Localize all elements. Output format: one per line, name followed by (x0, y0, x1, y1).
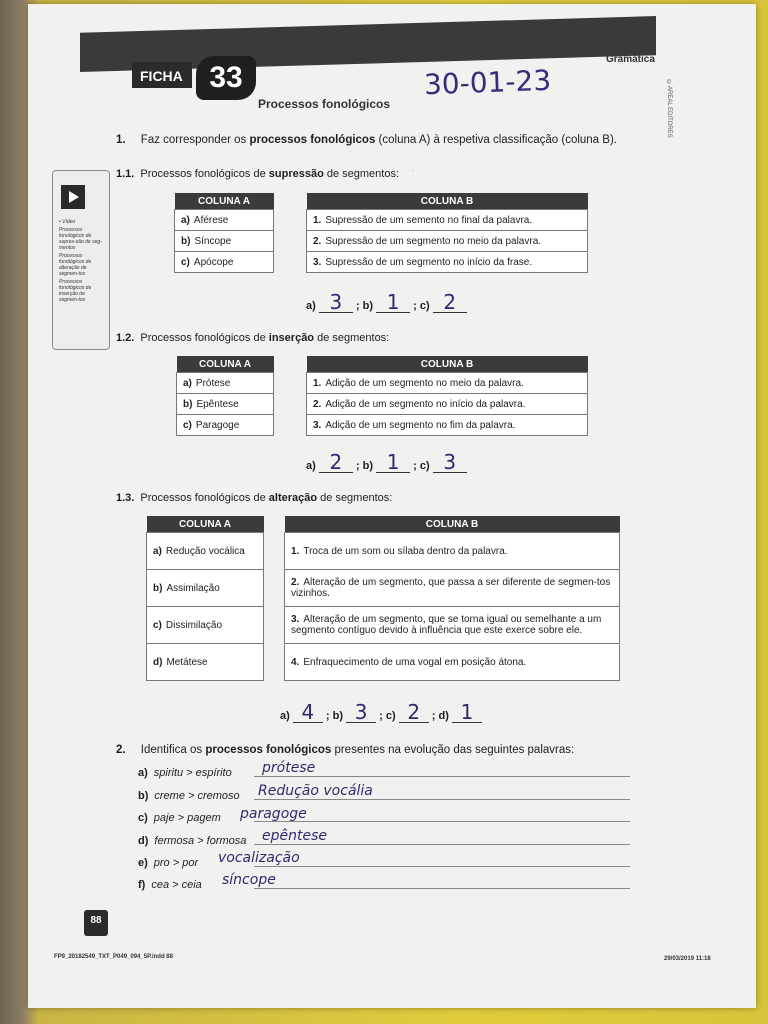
dot-mark: · (412, 168, 414, 174)
table-row: 1. Troca de um som ou sílaba dentro da palavra. (285, 533, 620, 570)
question-bold: processos fonológicos (249, 134, 376, 146)
question-number: 2. (116, 744, 126, 756)
question-text: presentes na evolução das seguintes palavras: (331, 744, 575, 756)
subquestion-number: 1.2. (116, 332, 135, 344)
table-row: a) Redução vocálica (147, 533, 264, 570)
answer-line (254, 821, 630, 822)
answer-field[interactable]: 1 (376, 292, 410, 313)
answer-field[interactable]: 3 (346, 702, 376, 723)
answer-line (254, 776, 630, 777)
subquestion-text: Processos fonológicos de (140, 332, 269, 344)
page-subtitle: Processos fonológicos (258, 97, 391, 111)
answer-line (254, 866, 630, 867)
subquestion-1-3 (116, 492, 392, 504)
table-row: b) Epêntese (177, 394, 274, 415)
table-row: 2. Adição de um segmento no início da palavra. (307, 394, 588, 415)
table-row: 3. Adição de um segmento no fim da palavra. (307, 415, 588, 436)
table-row: 1. Supressão de um semento no final da palavra. (307, 210, 588, 231)
publisher-mark: ©AREAL EDITORES (666, 80, 672, 138)
col-a-header: COLUNA A (147, 516, 264, 533)
subquestion-bold: inserção (268, 332, 315, 344)
subquestion-bold: supressão (268, 168, 324, 180)
question-bold: processos fonológicos (205, 744, 332, 756)
table-row: 4. Enfraquecimento de uma vogal em posição átona. (285, 644, 620, 681)
page-number: 88 (84, 910, 108, 936)
list-item: e) pro > por (138, 857, 199, 869)
video-list (59, 219, 105, 305)
subquestion-bold: alteração (268, 492, 318, 504)
section-label: Gramática (606, 54, 655, 65)
col-a-header: COLUNA A (175, 193, 274, 210)
col-b-header: COLUNA B (307, 356, 588, 373)
answer-field[interactable]: 2 (399, 702, 429, 723)
answer-field[interactable]: 2 (433, 292, 467, 313)
question-text: Faz corresponder os (140, 134, 250, 146)
subquestion-text: de segmentos: (314, 332, 390, 344)
subquestion-number: 1.3. (116, 492, 135, 504)
col-a-header: COLUNA A (177, 356, 274, 373)
list-item: b) creme > cremoso (138, 790, 240, 802)
ficha-label: FICHA (140, 68, 183, 84)
subquestion-text: de segmentos: (323, 168, 400, 180)
answer-field[interactable]: 1 (452, 702, 482, 723)
answer-field[interactable]: 2 (319, 452, 353, 473)
subquestion-1-1 (116, 168, 399, 180)
subquestion-text: Processos fonológicos de (140, 168, 269, 180)
list-item: c) paje > pagem (138, 812, 221, 824)
answer-field[interactable]: 3 (319, 292, 353, 313)
answer-line (254, 888, 630, 889)
question-text: (coluna A) à respetiva classificação (coluna B). (375, 134, 617, 146)
subquestion-text: Processos fonológicos de (140, 492, 269, 504)
answer-field[interactable]: 4 (293, 702, 323, 723)
table-1-3-col-a (146, 516, 264, 681)
subquestion-text: de segmentos: (317, 492, 393, 504)
list-item: f) cea > ceia (138, 879, 202, 891)
table-row: 3. Supressão de um segmento no início da frase. (307, 252, 588, 273)
video-item[interactable]: Processos fonológicos de supres-são de seg-mentos (59, 227, 102, 251)
question-1 (116, 134, 617, 146)
table-row: 2. Alteração de um segmento, que passa a ser diferente de segmen-tos vizinhos. (285, 570, 620, 607)
answers-1-1: a) 3 ; b) 1 ; c) 2 (306, 292, 467, 313)
print-timestamp: 29/03/2019 11:18 (664, 956, 711, 962)
answer-field[interactable]: epêntese (262, 828, 327, 844)
table-row: b) Assimilação (147, 570, 264, 607)
print-info: FP9_20182549_TXT_P049_094_5P.indd 88 (54, 954, 173, 960)
question-number: 1. (116, 134, 126, 146)
answer-field[interactable]: prótese (262, 760, 316, 776)
ficha-number: 33 (196, 56, 256, 100)
video-sidebar[interactable] (52, 170, 110, 350)
table-1-2-col-a (176, 356, 274, 436)
table-row: d) Metátese (147, 644, 264, 681)
subquestion-1-2 (116, 332, 389, 344)
play-video-icon[interactable] (61, 185, 85, 209)
video-item[interactable]: Processos fonológicos de inserção de segmen-tos (59, 279, 92, 303)
answer-field[interactable]: 3 (433, 452, 467, 473)
answers-1-3: a) 4 ; b) 3 ; c) 2 ; d) 1 (280, 702, 482, 723)
table-row: 2. Supressão de um segmento no meio da palavra. (307, 231, 588, 252)
table-1-1-col-b (306, 193, 588, 273)
answer-field[interactable]: Redução vocália (258, 783, 373, 799)
answers-1-2: a) 2 ; b) 1 ; c) 3 (306, 452, 467, 473)
col-b-header: COLUNA B (285, 516, 620, 533)
table-row: a) Prótese (177, 373, 274, 394)
table-row: a) Aférese (175, 210, 274, 231)
col-b-header: COLUNA B (307, 193, 588, 210)
table-row: 1. Adição de um segmento no meio da palavra. (307, 373, 588, 394)
video-label: • Vídeo (59, 219, 76, 225)
table-row: c) Apócope (175, 252, 274, 273)
answer-line (254, 799, 630, 800)
handwritten-date: 30-01-23 (423, 63, 552, 102)
video-item[interactable]: Processos fonológicos de alteração de segmen-tos (59, 253, 92, 277)
list-item: a) spiritu > espírito (138, 767, 232, 779)
table-row: b) Síncope (175, 231, 274, 252)
answer-field[interactable]: vocalização (218, 850, 300, 866)
subquestion-number: 1.1. (116, 168, 135, 180)
answer-field[interactable]: paragoge (240, 806, 307, 822)
table-row: 3. Alteração de um segmento, que se torna igual ou semelhante a um segmento contíguo devido à influência que este exerce sobre ele. (285, 607, 620, 644)
table-1-2-col-b (306, 356, 588, 436)
question-text: Identifica os (140, 744, 206, 756)
question-2 (116, 744, 574, 756)
table-1-3-col-b (284, 516, 620, 681)
answer-field[interactable]: síncope (222, 872, 276, 888)
list-item: d) fermosa > formosa (138, 835, 247, 847)
answer-line (254, 844, 630, 845)
table-row: c) Dissimilação (147, 607, 264, 644)
table-1-1-col-a (174, 193, 274, 273)
answer-field[interactable]: 1 (376, 452, 410, 473)
table-row: c) Paragoge (177, 415, 274, 436)
